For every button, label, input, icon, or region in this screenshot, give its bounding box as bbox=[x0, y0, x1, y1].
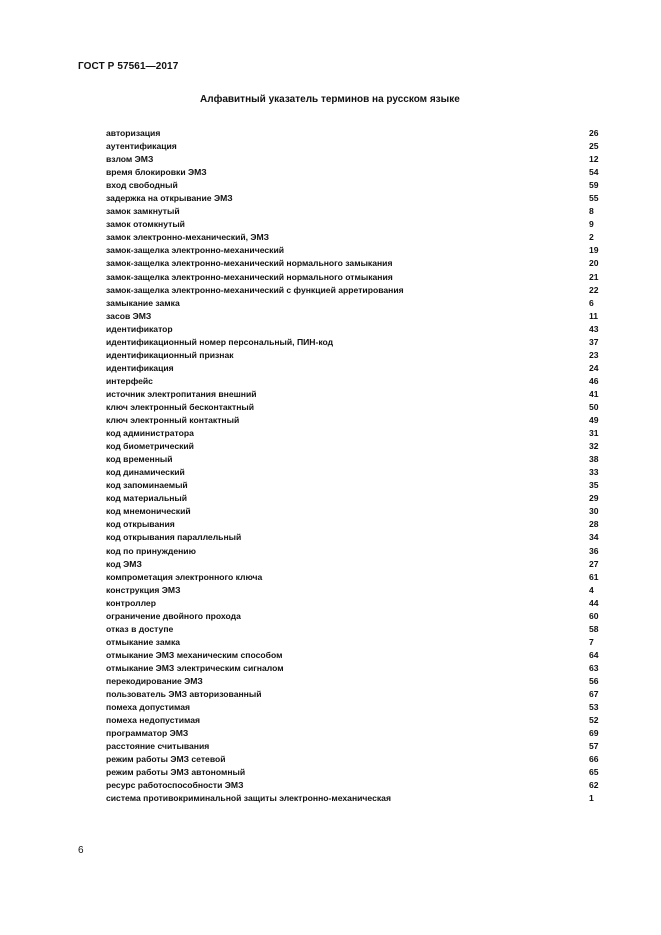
list-item bbox=[106, 623, 602, 636]
list-item bbox=[106, 779, 602, 792]
list-item bbox=[106, 388, 602, 401]
index-term: аутентификация bbox=[106, 141, 177, 152]
index-page-ref: 36 bbox=[589, 545, 599, 556]
index-page-ref: 59 bbox=[589, 180, 599, 191]
list-item bbox=[106, 218, 602, 231]
list-item bbox=[106, 310, 602, 323]
index-page-ref: 4 bbox=[589, 584, 594, 595]
index-term: ресурс работоспособности ЭМЗ bbox=[106, 780, 244, 791]
index-page-ref: 54 bbox=[589, 167, 599, 178]
index-page-ref: 32 bbox=[589, 441, 599, 452]
index-term: код материальный bbox=[106, 493, 188, 504]
list-item bbox=[106, 414, 602, 427]
list-item bbox=[106, 753, 602, 766]
index-page-ref: 9 bbox=[589, 219, 594, 230]
index-page-ref: 31 bbox=[589, 428, 599, 439]
index-page-ref: 65 bbox=[589, 767, 599, 778]
index-term: код биометрический bbox=[106, 441, 194, 452]
list-item bbox=[106, 323, 602, 336]
list-item bbox=[106, 297, 602, 310]
index-term: замок замкнутый bbox=[106, 206, 180, 217]
index-term: отказ в доступе bbox=[106, 623, 174, 634]
index-term: компрометация электронного ключа bbox=[106, 571, 263, 582]
index-term: идентификационный номер персональный, ПИН-код bbox=[106, 336, 334, 347]
index-page-ref: 67 bbox=[589, 689, 599, 700]
term-index-list bbox=[106, 127, 602, 805]
list-item bbox=[106, 518, 602, 531]
list-item bbox=[106, 205, 602, 218]
index-page-ref: 24 bbox=[589, 362, 599, 373]
index-term: время блокировки ЭМЗ bbox=[106, 167, 207, 178]
list-item bbox=[106, 558, 602, 571]
index-page-ref: 23 bbox=[589, 349, 599, 360]
list-item bbox=[106, 597, 602, 610]
index-page-ref: 62 bbox=[589, 780, 599, 791]
list-item bbox=[106, 271, 602, 284]
index-term: пользователь ЭМЗ авторизованный bbox=[106, 689, 262, 700]
index-page-ref: 8 bbox=[589, 206, 594, 217]
index-term: авторизация bbox=[106, 128, 161, 138]
index-term: код временный bbox=[106, 454, 173, 465]
list-item bbox=[106, 375, 602, 388]
index-page-ref: 43 bbox=[589, 323, 599, 334]
index-term: замок отомкнутый bbox=[106, 219, 185, 230]
index-page-ref: 56 bbox=[589, 675, 599, 686]
list-item bbox=[106, 701, 602, 714]
list-item bbox=[106, 636, 602, 649]
index-page-ref: 33 bbox=[589, 467, 599, 478]
index-term: засов ЭМЗ bbox=[106, 310, 152, 321]
index-page-ref: 34 bbox=[589, 532, 599, 543]
list-item bbox=[106, 675, 602, 688]
list-item bbox=[106, 244, 602, 257]
index-page-ref: 12 bbox=[589, 154, 599, 165]
index-term: ограничение двойного прохода bbox=[106, 610, 241, 621]
index-term: отмыкание замка bbox=[106, 636, 181, 647]
index-term: код открывания параллельный bbox=[106, 532, 242, 543]
index-term: режим работы ЭМЗ автономный bbox=[106, 767, 246, 778]
list-item bbox=[106, 466, 602, 479]
index-page-ref: 35 bbox=[589, 480, 599, 491]
index-term: помеха недопустимая bbox=[106, 715, 201, 726]
list-item bbox=[106, 531, 602, 544]
index-term: ключ электронный контактный bbox=[106, 415, 240, 426]
index-page-ref: 30 bbox=[589, 506, 599, 517]
index-page-ref: 20 bbox=[589, 258, 599, 269]
list-item bbox=[106, 284, 602, 297]
index-term: идентификация bbox=[106, 362, 174, 373]
index-term: код запоминаемый bbox=[106, 480, 188, 491]
index-page-ref: 21 bbox=[589, 271, 599, 282]
page-title: Алфавитный указатель терминов на русском языке bbox=[200, 94, 460, 105]
index-page-ref: 19 bbox=[589, 245, 599, 256]
index-page-ref: 1 bbox=[589, 793, 594, 804]
index-page-ref: 61 bbox=[589, 571, 599, 582]
list-item bbox=[106, 479, 602, 492]
index-page-ref: 26 bbox=[589, 128, 599, 138]
index-term: замыкание замка bbox=[106, 297, 180, 308]
index-page-ref: 29 bbox=[589, 493, 599, 504]
index-page-ref: 25 bbox=[589, 141, 599, 152]
index-page-ref: 58 bbox=[589, 623, 599, 634]
index-term: код ЭМЗ bbox=[106, 558, 142, 569]
list-item bbox=[106, 336, 602, 349]
index-page-ref: 38 bbox=[589, 454, 599, 465]
list-item bbox=[106, 492, 602, 505]
list-item bbox=[106, 571, 602, 584]
index-page-ref: 37 bbox=[589, 336, 599, 347]
index-page-ref: 27 bbox=[589, 558, 599, 569]
index-term: код мнемонический bbox=[106, 506, 191, 517]
index-term: код открывания bbox=[106, 519, 175, 530]
index-term: код динамический bbox=[106, 467, 185, 478]
page-header: ГОСТ Р 57561—2017 bbox=[78, 61, 179, 72]
index-page-ref: 69 bbox=[589, 728, 599, 739]
index-term: идентификатор bbox=[106, 323, 173, 334]
index-term: код администратора bbox=[106, 428, 194, 439]
list-item bbox=[106, 662, 602, 675]
index-term: ключ электронный бесконтактный bbox=[106, 401, 255, 412]
index-term: замок-защелка электронно-механический нормального отмыкания bbox=[106, 271, 393, 282]
list-item bbox=[106, 688, 602, 701]
list-item bbox=[106, 649, 602, 662]
index-term: интерфейс bbox=[106, 375, 153, 386]
index-page-ref: 60 bbox=[589, 610, 599, 621]
index-page-ref: 50 bbox=[589, 401, 599, 412]
index-page-ref: 22 bbox=[589, 284, 599, 295]
list-item bbox=[106, 257, 602, 270]
index-term: идентификационный признак bbox=[106, 349, 234, 360]
list-item bbox=[106, 153, 602, 166]
index-term: код по принуждению bbox=[106, 545, 196, 556]
index-page-ref: 52 bbox=[589, 715, 599, 726]
index-term: программатор ЭМЗ bbox=[106, 728, 189, 739]
list-item bbox=[106, 349, 602, 362]
index-page-ref: 55 bbox=[589, 193, 599, 204]
index-term: контроллер bbox=[106, 597, 156, 608]
index-page-ref: 44 bbox=[589, 597, 599, 608]
list-item bbox=[106, 127, 602, 140]
list-item bbox=[106, 453, 602, 466]
list-item bbox=[106, 179, 602, 192]
index-page-ref: 7 bbox=[589, 636, 594, 647]
index-page-ref: 11 bbox=[589, 310, 599, 321]
index-term: конструкция ЭМЗ bbox=[106, 584, 181, 595]
index-term: режим работы ЭМЗ сетевой bbox=[106, 754, 226, 765]
index-term: задержка на открывание ЭМЗ bbox=[106, 193, 233, 204]
index-term: источник электропитания внешний bbox=[106, 388, 257, 399]
list-item bbox=[106, 545, 602, 558]
index-page-ref: 57 bbox=[589, 741, 599, 752]
index-term: отмыкание ЭМЗ механическим способом bbox=[106, 649, 283, 660]
index-term: перекодирование ЭМЗ bbox=[106, 675, 203, 686]
list-item bbox=[106, 610, 602, 623]
list-item bbox=[106, 166, 602, 179]
index-page-ref: 46 bbox=[589, 375, 599, 386]
index-page-ref: 6 bbox=[589, 297, 594, 308]
index-page-ref: 28 bbox=[589, 519, 599, 530]
list-item bbox=[106, 505, 602, 518]
index-page-ref: 2 bbox=[589, 232, 594, 243]
list-item bbox=[106, 792, 602, 805]
index-term: взлом ЭМЗ bbox=[106, 154, 154, 165]
list-item bbox=[106, 584, 602, 597]
list-item bbox=[106, 766, 602, 779]
list-item bbox=[106, 362, 602, 375]
index-term: замок-защелка электронно-механический нормального замыкания bbox=[106, 258, 393, 269]
index-term: расстояние считывания bbox=[106, 741, 210, 752]
page-number: 6 bbox=[78, 845, 84, 856]
index-term: вход свободный bbox=[106, 180, 178, 191]
index-term: система противокриминальной защиты электронно-механическая bbox=[106, 793, 391, 804]
list-item bbox=[106, 140, 602, 153]
index-page-ref: 41 bbox=[589, 388, 599, 399]
list-item bbox=[106, 192, 602, 205]
list-item bbox=[106, 714, 602, 727]
index-term: отмыкание ЭМЗ электрическим сигналом bbox=[106, 662, 284, 673]
index-term: замок электронно-механический, ЭМЗ bbox=[106, 232, 270, 243]
list-item bbox=[106, 727, 602, 740]
list-item bbox=[106, 231, 602, 244]
index-page-ref: 53 bbox=[589, 702, 599, 713]
list-item bbox=[106, 427, 602, 440]
index-term: замок-защелка электронно-механический bbox=[106, 245, 285, 256]
list-item bbox=[106, 740, 602, 753]
index-page-ref: 63 bbox=[589, 662, 599, 673]
index-page-ref: 66 bbox=[589, 754, 599, 765]
index-page-ref: 49 bbox=[589, 415, 599, 426]
index-page-ref: 64 bbox=[589, 649, 599, 660]
index-term: помеха допустимая bbox=[106, 702, 191, 713]
index-term: замок-защелка электронно-механический с функцией арретирования bbox=[106, 284, 404, 295]
list-item bbox=[106, 440, 602, 453]
list-item bbox=[106, 401, 602, 414]
